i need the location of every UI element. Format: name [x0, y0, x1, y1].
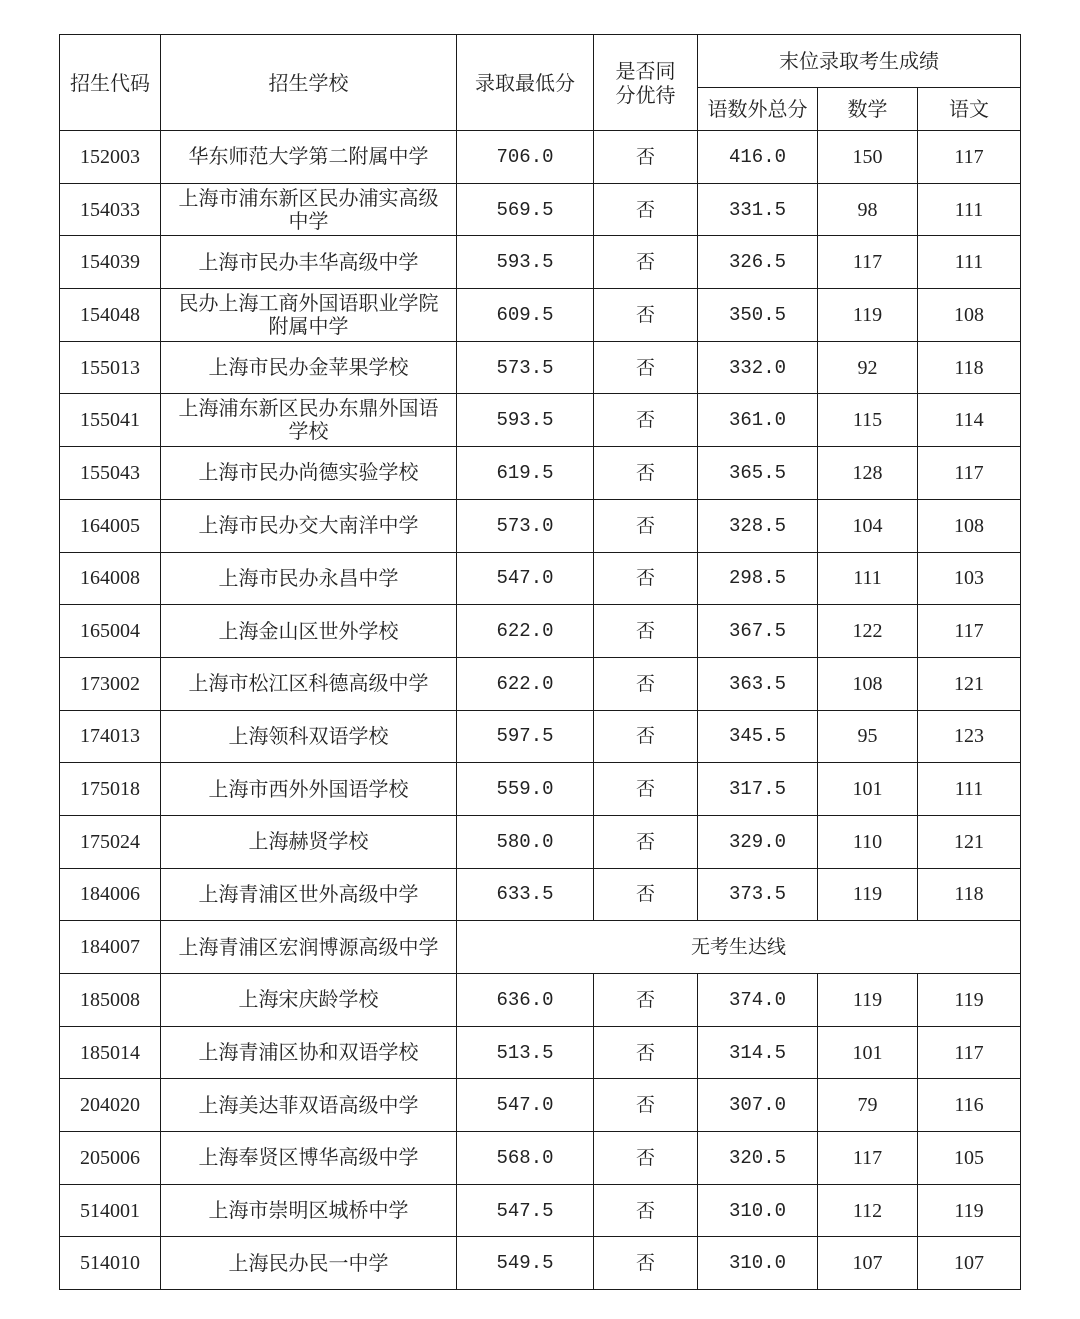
cell-math: 128 — [818, 447, 918, 500]
cell-code: 174013 — [60, 710, 161, 763]
cell-code: 175018 — [60, 763, 161, 816]
table-header — [60, 35, 1021, 131]
cell-code: 514010 — [60, 1237, 161, 1290]
cell-school: 上海市民办金苹果学校 — [161, 341, 457, 394]
cell-total-score: 365.5 — [698, 447, 818, 500]
cell-school: 华东师范大学第二附属中学 — [161, 131, 457, 184]
cell-tie-priority: 否 — [594, 236, 698, 289]
cell-school: 上海宋庆龄学校 — [161, 974, 457, 1027]
cell-total-score: 373.5 — [698, 868, 818, 921]
cell-code: 155043 — [60, 447, 161, 500]
cell-chinese: 116 — [918, 1079, 1021, 1132]
cell-total-score: 331.5 — [698, 183, 818, 236]
cell-school: 上海市民办交大南洋中学 — [161, 499, 457, 552]
table-row — [60, 815, 1021, 868]
cell-chinese: 117 — [918, 605, 1021, 658]
cell-tie-priority: 否 — [594, 974, 698, 1027]
cell-min-score: 573.0 — [457, 499, 594, 552]
cell-total-score: 345.5 — [698, 710, 818, 763]
cell-school: 民办上海工商外国语职业学院附属中学 — [161, 289, 457, 342]
cell-total-score: 310.0 — [698, 1184, 818, 1237]
cell-total-score: 367.5 — [698, 605, 818, 658]
cell-tie-priority: 否 — [594, 1026, 698, 1079]
cell-min-score: 559.0 — [457, 763, 594, 816]
table-row — [60, 1237, 1021, 1290]
cell-math: 119 — [818, 868, 918, 921]
table-row — [60, 1026, 1021, 1079]
table-row — [60, 183, 1021, 236]
cell-math: 150 — [818, 131, 918, 184]
table-row — [60, 605, 1021, 658]
table-row — [60, 1079, 1021, 1132]
cell-math: 95 — [818, 710, 918, 763]
cell-math: 111 — [818, 552, 918, 605]
table-row — [60, 236, 1021, 289]
cell-code: 154048 — [60, 289, 161, 342]
cell-total-score: 416.0 — [698, 131, 818, 184]
cell-tie-priority: 否 — [594, 605, 698, 658]
cell-code: 154039 — [60, 236, 161, 289]
cell-code: 184006 — [60, 868, 161, 921]
cell-school: 上海市民办丰华高级中学 — [161, 236, 457, 289]
cell-tie-priority: 否 — [594, 1132, 698, 1185]
cell-tie-priority: 否 — [594, 868, 698, 921]
header-total-3-subjects: 语数外总分 — [698, 88, 818, 131]
table-body — [60, 131, 1021, 1290]
cell-tie-priority: 否 — [594, 1184, 698, 1237]
cell-min-score: 547.0 — [457, 552, 594, 605]
cell-school: 上海青浦区协和双语学校 — [161, 1026, 457, 1079]
cell-math: 92 — [818, 341, 918, 394]
cell-chinese: 111 — [918, 763, 1021, 816]
cell-school: 上海奉贤区博华高级中学 — [161, 1132, 457, 1185]
cell-total-score: 320.5 — [698, 1132, 818, 1185]
cell-min-score: 593.5 — [457, 394, 594, 447]
cell-tie-priority: 否 — [594, 1079, 698, 1132]
cell-chinese: 105 — [918, 1132, 1021, 1185]
cell-total-score: 361.0 — [698, 394, 818, 447]
cell-chinese: 111 — [918, 236, 1021, 289]
cell-school: 上海市民办尚德实验学校 — [161, 447, 457, 500]
cell-tie-priority: 否 — [594, 815, 698, 868]
cell-total-score: 307.0 — [698, 1079, 818, 1132]
header-chinese: 语文 — [918, 88, 1021, 131]
cell-min-score: 513.5 — [457, 1026, 594, 1079]
table-row — [60, 763, 1021, 816]
table-row — [60, 131, 1021, 184]
cell-school: 上海民办民一中学 — [161, 1237, 457, 1290]
cell-school: 上海浦东新区民办东鼎外国语学校 — [161, 394, 457, 447]
table-row — [60, 974, 1021, 1027]
cell-math: 117 — [818, 1132, 918, 1185]
cell-code: 514001 — [60, 1184, 161, 1237]
cell-total-score: 350.5 — [698, 289, 818, 342]
cell-code: 184007 — [60, 921, 161, 974]
cell-tie-priority: 否 — [594, 447, 698, 500]
cell-min-score: 622.0 — [457, 605, 594, 658]
cell-min-score: 597.5 — [457, 710, 594, 763]
cell-chinese: 119 — [918, 1184, 1021, 1237]
cell-chinese: 111 — [918, 183, 1021, 236]
cell-chinese: 114 — [918, 394, 1021, 447]
cell-min-score: 549.5 — [457, 1237, 594, 1290]
cell-math: 112 — [818, 1184, 918, 1237]
cell-chinese: 117 — [918, 447, 1021, 500]
cell-math: 98 — [818, 183, 918, 236]
cell-tie-priority: 否 — [594, 394, 698, 447]
cell-math: 122 — [818, 605, 918, 658]
cell-min-score: 569.5 — [457, 183, 594, 236]
cell-chinese: 119 — [918, 974, 1021, 1027]
cell-code: 155041 — [60, 394, 161, 447]
cell-total-score: 328.5 — [698, 499, 818, 552]
cell-tie-priority: 否 — [594, 1237, 698, 1290]
cell-math: 119 — [818, 974, 918, 1027]
cell-min-score: 547.5 — [457, 1184, 594, 1237]
cell-min-score: 609.5 — [457, 289, 594, 342]
cell-tie-priority: 否 — [594, 289, 698, 342]
cell-min-score: 568.0 — [457, 1132, 594, 1185]
cell-code: 205006 — [60, 1132, 161, 1185]
cell-chinese: 117 — [918, 1026, 1021, 1079]
cell-code: 204020 — [60, 1079, 161, 1132]
cell-code: 173002 — [60, 657, 161, 710]
cell-code: 175024 — [60, 815, 161, 868]
cell-tie-priority: 否 — [594, 763, 698, 816]
cell-chinese: 118 — [918, 868, 1021, 921]
cell-math: 101 — [818, 1026, 918, 1079]
cell-math: 117 — [818, 236, 918, 289]
cell-school: 上海赫贤学校 — [161, 815, 457, 868]
table-row — [60, 868, 1021, 921]
header-tie-priority: 是否同分优待 — [594, 35, 698, 131]
header-math: 数学 — [818, 88, 918, 131]
cell-total-score: 329.0 — [698, 815, 818, 868]
cell-chinese: 117 — [918, 131, 1021, 184]
cell-min-score: 580.0 — [457, 815, 594, 868]
cell-school: 上海市西外外国语学校 — [161, 763, 457, 816]
cell-math: 107 — [818, 1237, 918, 1290]
cell-chinese: 123 — [918, 710, 1021, 763]
cell-school: 上海青浦区世外高级中学 — [161, 868, 457, 921]
cell-code: 154033 — [60, 183, 161, 236]
cell-min-score: 622.0 — [457, 657, 594, 710]
table-row — [60, 921, 1021, 974]
header-code: 招生代码 — [60, 35, 161, 131]
cell-math: 101 — [818, 763, 918, 816]
cell-school: 上海市崇明区城桥中学 — [161, 1184, 457, 1237]
cell-tie-priority: 否 — [594, 341, 698, 394]
header-last-admitted-scores: 末位录取考生成绩 — [698, 35, 1021, 88]
table-row — [60, 657, 1021, 710]
cell-min-score: 636.0 — [457, 974, 594, 1027]
cell-math: 119 — [818, 289, 918, 342]
table-row — [60, 552, 1021, 605]
cell-total-score: 310.0 — [698, 1237, 818, 1290]
cell-min-score: 619.5 — [457, 447, 594, 500]
cell-code: 155013 — [60, 341, 161, 394]
table-row — [60, 394, 1021, 447]
cell-school: 上海青浦区宏润博源高级中学 — [161, 921, 457, 974]
table-row — [60, 1132, 1021, 1185]
cell-school: 上海美达菲双语高级中学 — [161, 1079, 457, 1132]
cell-math: 79 — [818, 1079, 918, 1132]
cell-chinese: 107 — [918, 1237, 1021, 1290]
cell-min-score: 593.5 — [457, 236, 594, 289]
cell-school: 上海市民办永昌中学 — [161, 552, 457, 605]
cell-tie-priority: 否 — [594, 499, 698, 552]
cell-code: 185014 — [60, 1026, 161, 1079]
table-row — [60, 710, 1021, 763]
cell-chinese: 108 — [918, 289, 1021, 342]
cell-chinese: 121 — [918, 815, 1021, 868]
cell-school: 上海市松江区科德高级中学 — [161, 657, 457, 710]
cell-total-score: 317.5 — [698, 763, 818, 816]
table-row — [60, 289, 1021, 342]
cell-chinese: 108 — [918, 499, 1021, 552]
cell-tie-priority: 否 — [594, 552, 698, 605]
cell-math: 108 — [818, 657, 918, 710]
table-row — [60, 499, 1021, 552]
cell-notice: 无考生达线 — [457, 921, 1021, 974]
cell-tie-priority: 否 — [594, 657, 698, 710]
cell-total-score: 298.5 — [698, 552, 818, 605]
admission-score-table — [59, 34, 1021, 1290]
cell-total-score: 314.5 — [698, 1026, 818, 1079]
header-min-score: 录取最低分 — [457, 35, 594, 131]
cell-tie-priority: 否 — [594, 710, 698, 763]
cell-tie-priority: 否 — [594, 183, 698, 236]
table-row — [60, 447, 1021, 500]
cell-code: 165004 — [60, 605, 161, 658]
cell-min-score: 547.0 — [457, 1079, 594, 1132]
cell-math: 110 — [818, 815, 918, 868]
header-school: 招生学校 — [161, 35, 457, 131]
cell-total-score: 363.5 — [698, 657, 818, 710]
cell-math: 115 — [818, 394, 918, 447]
cell-school: 上海金山区世外学校 — [161, 605, 457, 658]
cell-code: 152003 — [60, 131, 161, 184]
cell-chinese: 103 — [918, 552, 1021, 605]
cell-code: 164008 — [60, 552, 161, 605]
cell-math: 104 — [818, 499, 918, 552]
table-row — [60, 1184, 1021, 1237]
cell-total-score: 326.5 — [698, 236, 818, 289]
cell-min-score: 633.5 — [457, 868, 594, 921]
cell-code: 185008 — [60, 974, 161, 1027]
cell-school: 上海市浦东新区民办浦实高级中学 — [161, 183, 457, 236]
table-row — [60, 341, 1021, 394]
cell-total-score: 332.0 — [698, 341, 818, 394]
cell-min-score: 706.0 — [457, 131, 594, 184]
cell-chinese: 118 — [918, 341, 1021, 394]
cell-school: 上海领科双语学校 — [161, 710, 457, 763]
cell-total-score: 374.0 — [698, 974, 818, 1027]
cell-tie-priority: 否 — [594, 131, 698, 184]
cell-chinese: 121 — [918, 657, 1021, 710]
cell-min-score: 573.5 — [457, 341, 594, 394]
cell-code: 164005 — [60, 499, 161, 552]
